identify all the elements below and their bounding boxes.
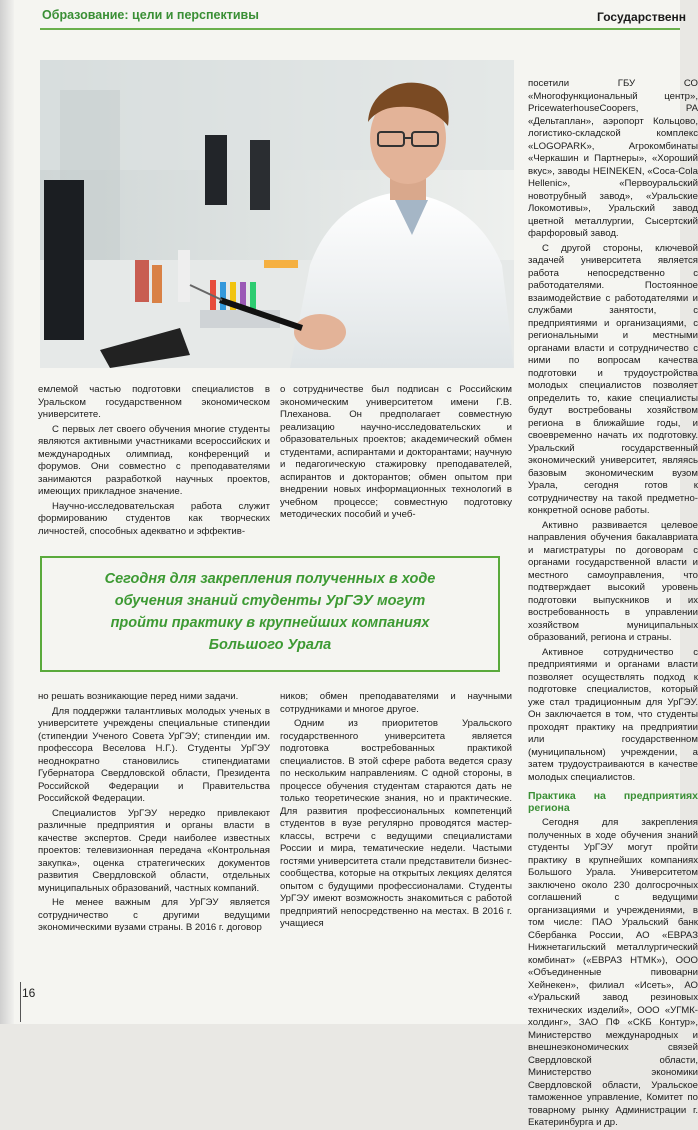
column-1-top (38, 384, 270, 538)
paragraph: Сегодня для закрепления полученных в ходе обучения знаний студенты УрГЭУ могут пройти практику в крупнейших компаниях Большого Урала. Университетом заключено около 230 долгосрочных соглашений с ведущими организациями и учреждениями, в том числе: ПАО Уральский банк Сбербанка России, АО «ЕВРАЗ Нижнетагильский металлургический комбинат» («ЕВРАЗ НТМК»), ООО «Объединенные пивоварни Хейнекен», филиал «Исеть», АО «Уральский завод резиновых технических изделий», ООО «УГМК-холдинг», ЗАО ПФ «СКБ Контур», Министерство международных и внешнеэкономических связей Свердловской области, Министерство экономики Свердловской области, Уральское таможенное управление, Комитет по товарному рынку Администрации г. Екатеринбурга и др. (528, 817, 698, 1128)
column-2-bottom (280, 691, 512, 931)
paragraph: Для поддержки талантливых молодых ученых в университете учреждены специальные стипендии (стипендии Ученого Совета УрГЭУ; стипендии им. профессора Веселова Н.Г.). Студенты УрГЭУ неоднократно становились стипендиатами Губернатора Свердловской области, Президента Российской Федерации и Правительства Российской Федерации. (38, 705, 270, 804)
section-header: Образование: цели и перспективы (42, 8, 259, 22)
paragraph: ников; обмен преподавателями и научными сотрудниками и многое другое. (280, 691, 512, 715)
paragraph: Активное сотрудничество с предприятиями и органами власти позволяет осуществлять подход к подготовке специалистов, который уже стал традиционным для УрГЭУ. Он заключается в том, что студенты проходят практику на предприятии или государственном (муниципальном) учреждении, а затем трудоустраиваются в качестве молодых специалистов. (528, 646, 698, 783)
paragraph: Одним из приоритетов Уральского государственного университета является подготовка востребованных практикой специалистов. В этой сфере работа ведется сразу по нескольким направлениям. С одной стороны, в процессе обучения студентам стараются дать не только теоретические знания, но и практические. Для развития профессиональных компетенций студентов в вузе регулярно проводятся мастер-классы, встречи с ведущими специалистами России и мира, тематические недели. Частыми гостями университета стали представители бизнес-сообщества, которые на открытых лекциях делятся опытом с будущими профессионалами. Студенты УрГЭУ имеют возможность знакомиться с работой предприятий непосредственно на местах. В 2016 г. учащиеся (280, 718, 512, 929)
subheading: Практика на предприятиях региона (528, 790, 698, 814)
paragraph: С первых лет своего обучения многие студенты являются активными участниками всероссийских и международных олимпиад, конференций и форумов. Они совместно с преподавателями занимаются разработкой научных проектов, имеющих прикладное значение. (38, 423, 270, 497)
paragraph: посетили ГБУ СО «Многофункциональный центр», PricewaterhouseCoopers, РА «Дельтаплан», аэропорт Кольцово, логистико-складской комплекс «LOGOPARK», Агрокомбинаты «Черкашин и Партнеры», «Хороший вкус», заводы HEINEKEN, «Coca-Cola Hellenic», «Первоуральский новотрубный завод», «Уральские Локомотивы», Уральский завод цветной металлургии, Сысертский фарфоровый завод. (528, 78, 698, 239)
paragraph: Активно развивается целевое направления обучения бакалавриата и магистратуры по договорам с органами государственной власти и местного самоуправления, что подтверждает высокий уровень подготовки выпускников и их востребованность в управлении хозяйством муниципальных образований, региона и страны. (528, 519, 698, 643)
lab-photo (40, 60, 514, 368)
column-3 (528, 78, 698, 1130)
paragraph: емлемой частью подготовки специалистов в Уральском государственном экономическом университете. (38, 384, 270, 420)
paragraph: Не менее важным для УрГЭУ является сотрудничество с другими ведущими экономическими вузами страны. В 2016 г. договор (38, 897, 270, 933)
page-binding (0, 0, 14, 1024)
running-header: Государственн (597, 10, 686, 24)
pull-quote-box (40, 556, 500, 672)
paragraph: Научно-исследовательская работа служит формированию студентов как творческих личностей, способных адекватно и эффектив- (38, 500, 270, 537)
paragraph: о сотрудничестве был подписан с Российским экономическим университетом имени Г.В. Плеханова. Он предполагает совместную реализацию научно-исследовательских и образовательных проектов; академический обмен студентами, аспирантами и докторантами; научную и педагогическую стажировку преподавателей, аспирантов и докторантов; обмен опытом при внедрении новых информационных технологий в учебном процессе; совместную подготовку методических пособий и учеб- (280, 384, 512, 520)
column-2-top (280, 384, 512, 522)
paragraph: Специалистов УрГЭУ нередко привлекают различные предприятия и органы власти в качестве экспертов. Среди наиболее известных проектов: телевизионная передача «Контрольная закупка», оценка стратегических документов развития Свердловской области, отдельных муниципальных образований, частных компаний. (38, 807, 270, 894)
paragraph: но решать возникающие перед ними задачи. (38, 691, 239, 702)
paragraph: С другой стороны, ключевой задачей университета является работа непосредственно с работодателями. Постоянное взаимодействие с работодателями и службами занятости, с предприятиями и организациями, с региональными и местными органами власти и сотрудничество с ними по вопросам качества подготовки и трудоустройства молодых специалистов позволяет определить то, какие специалисты будут востребованы хозяйством региона в ближайшие годы, и своевременно начать их подготовку. Уральский государственный экономический университет, являясь базовым экономическим вузом Урала, сегодня готов к сотрудничеству на такой предметно-конкретной основе работы. (528, 242, 698, 516)
pull-quote: Сегодня для закрепления полученных в ходе обучения знаний студенты УрГЭУ могут пройти практику в крупнейших компаниях Большого Урала (104, 571, 436, 653)
column-1-bottom (38, 691, 270, 935)
page-number-rule (20, 982, 21, 1022)
page-number: 16 (22, 986, 36, 1000)
header-rule (40, 28, 680, 30)
